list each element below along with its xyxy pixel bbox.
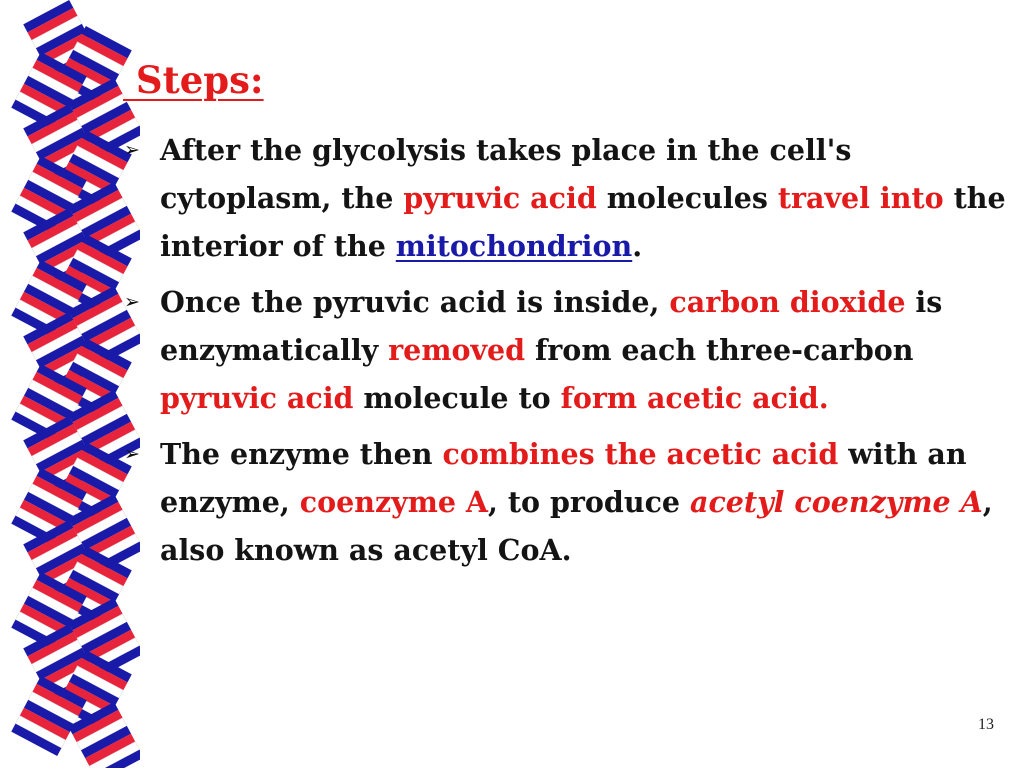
- bullet-item: [122, 430, 1017, 574]
- highlighted-term: travel into: [777, 181, 944, 215]
- bullet-arrow-icon: ➢: [124, 443, 140, 465]
- bullet-list: [122, 126, 1017, 582]
- highlighted-term: acetyl coenzyme A: [689, 485, 983, 519]
- bullet-text: with an enzyme,: [160, 437, 967, 519]
- highlighted-term: coenzyme A: [299, 485, 489, 519]
- bullet-item: [122, 126, 1017, 270]
- bullet-text: the interior of the: [160, 181, 1006, 263]
- highlighted-term: pyruvic acid: [160, 381, 354, 415]
- bullet-text: , also known as acetyl CoA.: [160, 485, 993, 567]
- bullet-item: [122, 278, 1017, 422]
- bullet-text: from each three-carbon: [525, 333, 914, 367]
- highlighted-term: removed: [388, 333, 526, 367]
- bullet-text: molecules: [596, 181, 778, 215]
- bullet-text: , to produce: [488, 485, 690, 519]
- highlighted-term: pyruvic acid: [403, 181, 597, 215]
- highlighted-term: combines the acetic acid: [442, 437, 839, 471]
- bullet-arrow-icon: ➢: [124, 139, 140, 161]
- bullet-text: molecule to: [353, 381, 561, 415]
- dna-helix-border: [0, 0, 140, 768]
- bullet-text: is enzymatically: [160, 285, 943, 367]
- bullet-text: .: [632, 229, 643, 263]
- slide-title: Steps:: [123, 58, 264, 102]
- highlighted-term: carbon dioxide: [669, 285, 906, 319]
- bullet-text: The enzyme then: [160, 437, 443, 471]
- page-number: 13: [978, 716, 994, 733]
- bullet-text: Once the pyruvic acid is inside,: [160, 285, 670, 319]
- mitochondrion-link[interactable]: mitochondrion: [395, 229, 633, 263]
- highlighted-term: form acetic acid.: [560, 381, 829, 415]
- bullet-arrow-icon: ➢: [124, 291, 140, 313]
- bullet-text: After the glycolysis takes place in the cell's cytoplasm, the: [160, 133, 852, 215]
